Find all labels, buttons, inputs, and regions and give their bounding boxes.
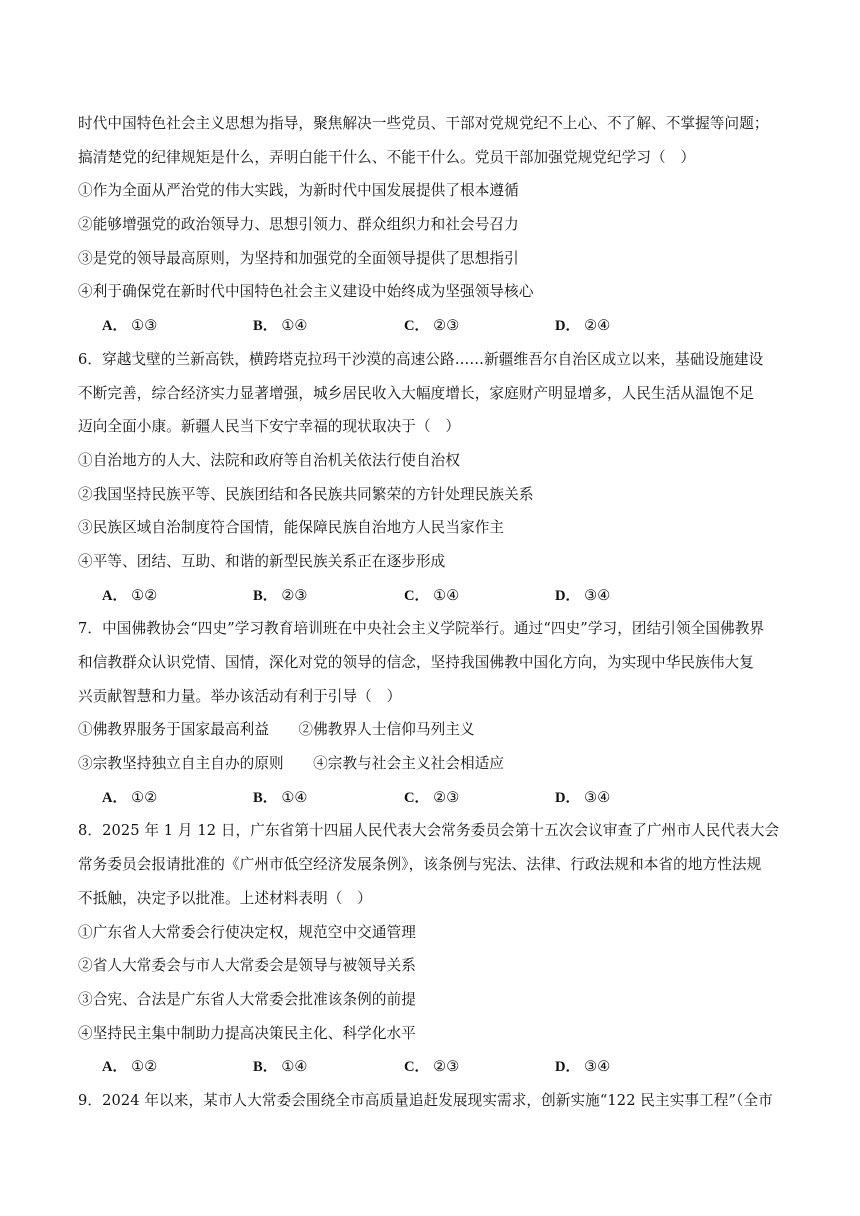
statement-item: ②能够增强党的政治领导力、思想引领力、群众组织力和社会号召力 [78,216,519,234]
option-c [404,1050,555,1084]
question-8 [78,814,782,1084]
option-label: B． [253,789,278,806]
option-label: D． [555,318,581,335]
statement-item: ③宗教坚持独立自主自办的原则 ④宗教与社会主义社会相适应 [78,755,505,773]
option-d [555,309,706,343]
option-value: ②③ [433,1058,460,1076]
option-a [102,579,253,613]
question-7 [78,612,782,814]
statement-item: ③是党的领导最高原则，为坚持和加强党的全面领导提供了思想指引 [78,249,519,267]
option-value: ①② [131,1058,158,1076]
option-b [253,579,404,613]
statement-item: ①自治地方的人大、法院和政府等自治机关依法行使自治权 [78,451,461,469]
option-label: D． [555,1059,581,1076]
statement-item: ④坚持民主集中制助力提高决策民主化、科学化水平 [78,1024,416,1042]
option-value: ①③ [131,317,158,335]
option-value: ①④ [281,788,308,806]
option-d [555,781,706,815]
answer-options [78,781,782,815]
option-c [404,579,555,613]
stem-line: 时代中国特色社会主义思想为指导，聚焦解决一些党员、干部对党规党纪不上心、不了解、不掌握等问题； [78,115,769,132]
option-c [404,309,555,343]
statement-item: ④平等、团结、互助、和谐的新型民族关系正在逐步形成 [78,552,446,570]
option-label: B． [253,1059,278,1076]
stem-line: 不断完善，综合经济实力显著增强，城乡居民收入大幅度增长，家庭财产明显增多，人民生活从温饱不足 [78,384,754,402]
question-6 [78,343,782,613]
statement-item: ①作为全面从严治党的伟大实践，为新时代中国发展提供了根本遵循 [78,182,519,200]
option-label: C． [404,587,430,604]
stem-line: 不抵触，决定予以批准。上述材料表明（ ） [78,889,372,907]
option-label: A． [102,1059,128,1076]
answer-options [78,1050,782,1084]
option-value: ③④ [584,788,611,806]
option-label: C． [404,318,430,335]
option-value: ①④ [281,1058,308,1076]
option-label: B． [253,318,278,335]
option-label: D． [555,789,581,806]
option-d [555,1050,706,1084]
exam-page [78,107,782,1118]
stem-line: 搞清楚党的纪律规矩是什么，弄明白能干什么、不能干什么。党员干部加强党规党纪学习（ ） [78,148,696,166]
option-value: ③④ [584,1058,611,1076]
option-value: ③④ [584,586,611,604]
stem-line: 和信教群众认识党情、国情，深化对党的领导的信念，坚持我国佛教中国化方向，为实现中华民族伟大复 [78,654,754,671]
option-value: ①② [131,586,158,604]
statement-item: ③合宪、合法是广东省人大常委会批准该条例的前提 [78,990,416,1008]
option-value: ②③ [433,788,460,806]
option-value: ②④ [584,317,611,335]
option-label: D． [555,587,581,604]
answer-options [78,309,782,343]
option-a [102,1050,253,1084]
stem-line: 迈向全面小康。新疆人民当下安宁幸福的现状取决于（ ） [78,418,461,436]
option-label: A． [102,789,128,806]
question-9 [78,1084,782,1118]
option-value: ①② [131,788,158,806]
question-5-continued [78,107,782,343]
option-label: A． [102,587,128,604]
statement-item: ②我国坚持民族平等、民族团结和各民族共同繁荣的方针处理民族关系 [78,485,534,503]
stem-line: 9．2024 年以来，某市人大常委会围绕全市高质量追赶发展现实需求，创新实施“122 民主实事工程”（全市 [78,1091,773,1109]
option-b [253,781,404,815]
option-value: ①④ [433,586,460,604]
option-value: ①④ [281,317,308,335]
stem-line: 7．中国佛教协会“四史”学习教育培训班在中央社会主义学院举行。通过“四史”学习，团结引领全国佛教界 [78,620,765,638]
option-a [102,309,253,343]
option-d [555,579,706,613]
option-label: C． [404,789,430,806]
option-b [253,1050,404,1084]
option-label: C． [404,1059,430,1076]
stem-line: 8．2025 年 1 月 12 日，广东省第十四届人民代表大会常务委员会第十五次会议审查了广州市人民代表大会 [78,822,780,840]
option-value: ②③ [433,317,460,335]
statement-item: ②省人大常委会与市人大常委会是领导与被领导关系 [78,957,416,975]
statement-item: ①佛教界服务于国家最高利益 ②佛教界人士信仰马列主义 [78,721,475,739]
statement-item: ④利于确保党在新时代中国特色社会主义建设中始终成为坚强领导核心 [78,283,534,301]
option-c [404,781,555,815]
stem-line: 6．穿越戈壁的兰新高铁，横跨塔克拉玛干沙漠的高速公路……新疆维吾尔自治区成立以来，基础设施建设 [78,350,764,368]
option-label: B． [253,587,278,604]
statement-item: ③民族区域自治制度符合国情，能保障民族自治地方人民当家作主 [78,519,505,537]
option-b [253,309,404,343]
option-a [102,781,253,815]
option-label: A． [102,318,128,335]
option-value: ②③ [281,586,308,604]
answer-options [78,579,782,613]
statement-item: ①广东省人大常委会行使决定权，规范空中交通管理 [78,923,416,941]
stem-line: 兴贡献智慧和力量。举办该活动有利于引导（ ） [78,687,402,705]
stem-line: 常务委员会报请批准的《广州市低空经济发展条例》，该条例与宪法、法律、行政法规和本省的地方性法规 [78,856,762,874]
